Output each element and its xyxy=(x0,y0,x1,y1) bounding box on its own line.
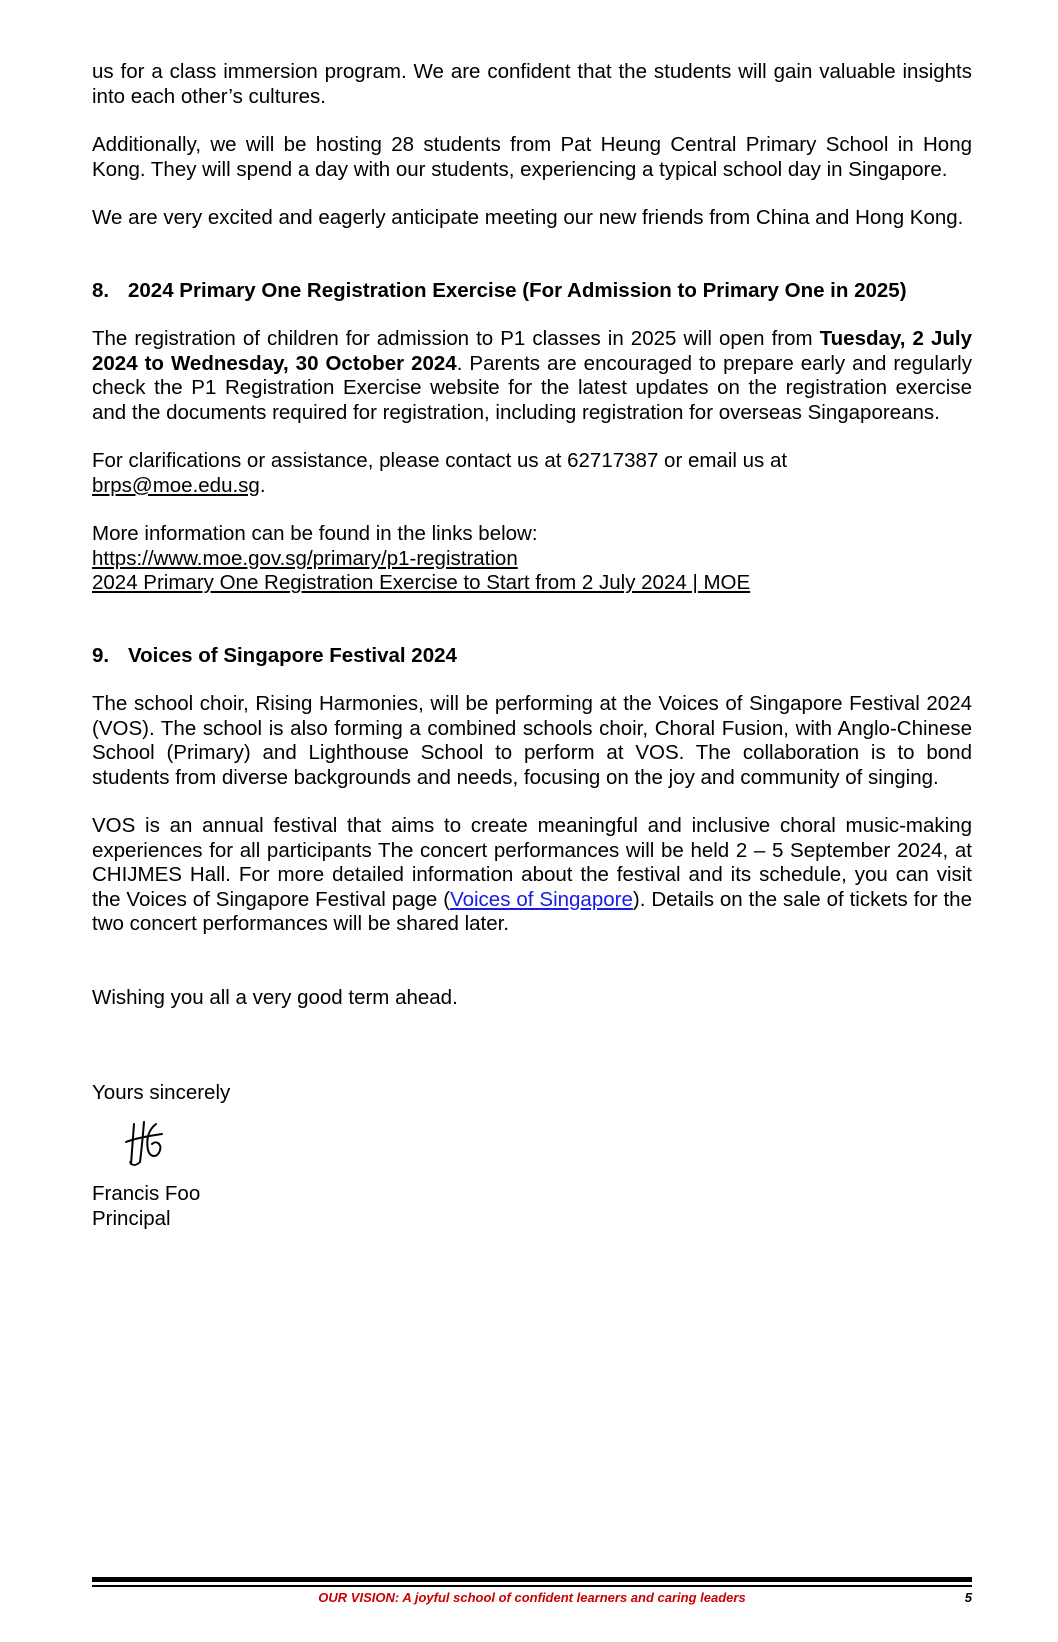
section-8-heading xyxy=(92,279,972,304)
section-8-paragraph-1 xyxy=(92,327,972,425)
contact-text: For clarifications or assistance, please contact us at 62717387 or email us at xyxy=(92,449,788,472)
page-number: 5 xyxy=(964,1590,972,1605)
email-link[interactable]: brps@moe.edu.sg xyxy=(92,473,260,497)
intro-paragraph-3: We are very excited and eagerly anticipate meeting our new friends from China and Hong Kong. xyxy=(92,206,964,229)
voices-of-singapore-link[interactable]: Voices of Singapore xyxy=(450,887,633,911)
section-9-heading xyxy=(92,644,972,669)
registration-text-start: The registration of children for admission to P1 classes in 2025 will open from xyxy=(92,327,820,350)
section-9-paragraph-2 xyxy=(92,814,972,937)
section-9-number: 9. xyxy=(92,643,110,667)
intro-paragraph-1: us for a class immersion program. We are confident that the students will gain valuable insights into each other’s cultures. xyxy=(92,60,972,108)
section-8-title: 2024 Primary One Registration Exercise (For Admission to Primary One in 2025) xyxy=(128,278,907,302)
footer-vision: OUR VISION: A joyful school of confident learners and caring leaders xyxy=(318,1590,746,1605)
vos-text-end: ). Details on the sale of tickets for the two concert performances will be shared later. xyxy=(92,887,972,935)
moe-news-link[interactable]: 2024 Primary One Registration Exercise to Start from 2 July 2024 | MOE xyxy=(92,571,751,594)
section-9-title: Voices of Singapore Festival 2024 xyxy=(128,643,457,667)
section-9-paragraph-1: The school choir, Rising Harmonies, will be performing at the Voices of Singapore Festival 2024 (VOS). The school is also forming a combined schools choir, Choral Fusion, with Anglo-Chinese School (Primary) and Lighthouse School to perform at VOS. The collaboration is to bond students from diverse backgrounds and needs, focusing on the joy and community of singing. xyxy=(92,692,972,789)
contact-text-end: . xyxy=(259,473,266,497)
signatory-role: Principal xyxy=(92,1206,171,1230)
links-intro: More information can be found in the links below: xyxy=(92,522,538,545)
signatory-name: Francis Foo xyxy=(92,1182,201,1205)
footer-rule-thick xyxy=(92,1577,972,1582)
signature xyxy=(122,1116,182,1172)
section-8-paragraph-3 xyxy=(92,522,972,596)
vos-text-start: VOS is an annual festival that aims to create meaningful and inclusive choral music-making experiences for all participants The concert performances will be held 2 – 5 September 2024, at CHIJMES Hall. For more detailed information about the festival and its schedule, you can visit the Voices of Singapore Festival page ( xyxy=(92,814,972,911)
intro-paragraph-2: Additionally, we will be hosting 28 students from Pat Heung Central Primary School in Hong Kong. They will spend a day with our students, experiencing a typical school day in Singapore. xyxy=(92,133,972,181)
closing-wish: Wishing you all a very good term ahead. xyxy=(92,985,458,1009)
registration-dates: Tuesday, 2 July 2024 to Wednesday, 30 October 2024 xyxy=(92,327,972,375)
letter-body xyxy=(92,60,972,1231)
moe-p1-registration-link[interactable]: https://www.moe.gov.sg/primary/p1-registration xyxy=(92,546,518,570)
section-8-paragraph-2 xyxy=(92,449,972,498)
closing-sincerely: Yours sincerely xyxy=(92,1081,231,1104)
footer-rule-thin xyxy=(92,1585,972,1587)
registration-text-end: . Parents are encouraged to prepare early and regularly check the P1 Registration Exercise website for the latest updates on the registration exercise and the documents required for registration, including registration for overseas Singaporeans. xyxy=(92,351,972,424)
section-8-number: 8. xyxy=(92,278,110,302)
